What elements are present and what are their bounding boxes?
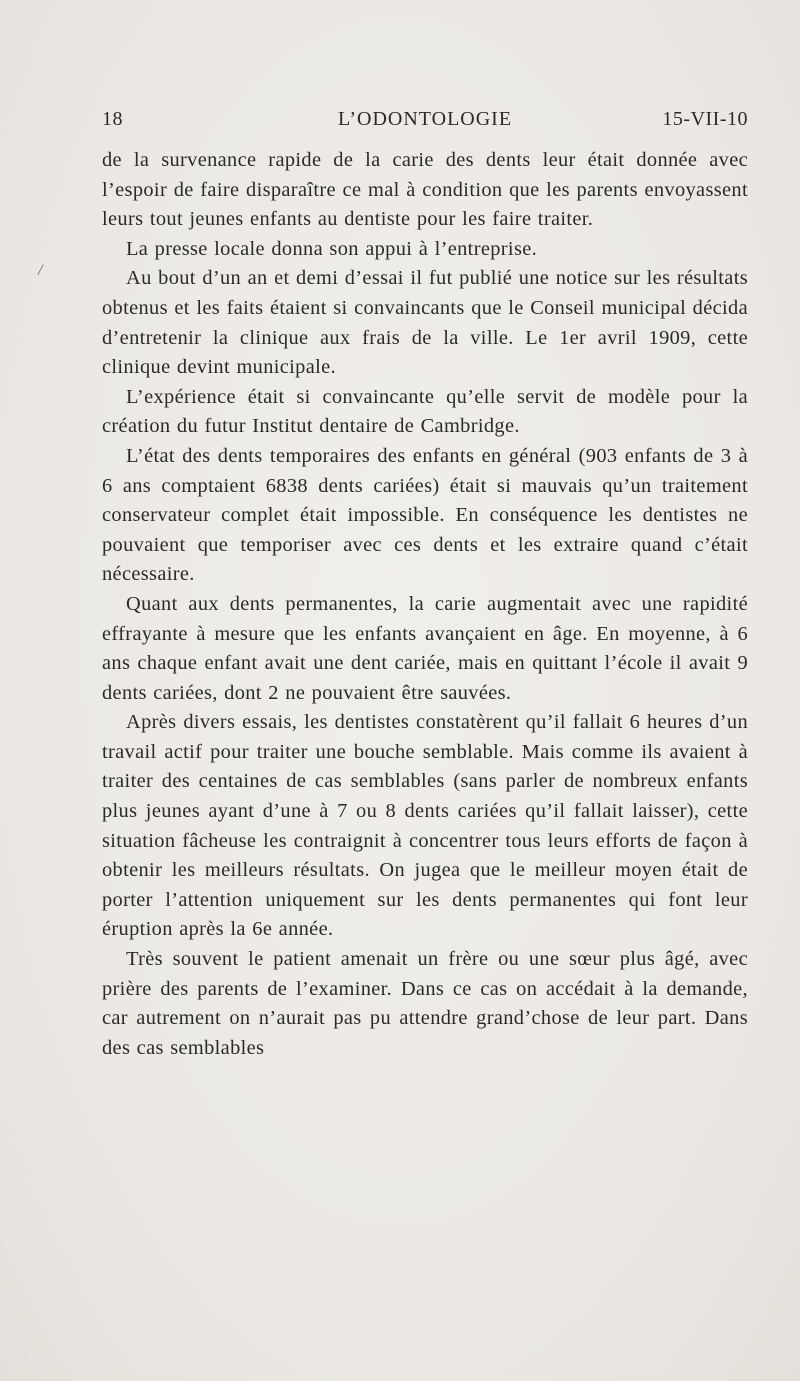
- paragraph: Au bout d’un an et demi d’essai il fut publié une notice sur les résultats obtenus et les faits étaient si convaincants que le Conseil municipal décida d’entretenir la clinique aux frais de la ville. Le 1er avril 1909, cette clinique devint municipale.: [102, 267, 748, 379]
- paragraph: Très souvent le patient amenait un frère ou une sœur plus âgé, avec prière des parents de l’examiner. Dans ce cas on accédait à la demande, car autrement on n’aurait pas pu attendre grand’chose de leur part. Dans des cas semblables: [102, 948, 748, 1059]
- paragraph: de la survenance rapide de la carie des dents leur était donnée avec l’espoir de faire disparaître ce mal à condition que les parents envoyassent leurs tout jeunes enfants au dentiste pour les faire traiter.: [102, 149, 748, 231]
- page-number: 18: [102, 108, 123, 130]
- running-header: [102, 108, 748, 138]
- paragraph: Après divers essais, les dentistes constatèrent qu’il fallait 6 heures d’un travail actif pour traiter une bouche semblable. Mais comme ils avaient à traiter des centaines de cas semblables (sans parler de nombreux enfants plus jeunes ayant d’une à 7 ou 8 dents cariées qu’il fallait laisser), cette situation fâcheuse les contraignit à concentrer tous leurs efforts de façon à obtenir les meilleurs résultats. On jugea que le meilleur moyen était de porter l’attention uniquement sur les dents permanentes qui font leur éruption après la 6e année.: [102, 711, 748, 941]
- margin-pencil-mark: /: [38, 262, 43, 279]
- paragraph: L’expérience était si convaincante qu’elle servit de modèle pour la création du futur Institut dentaire de Cambridge.: [102, 385, 748, 438]
- body-text: [102, 146, 748, 1063]
- issue-date: 15-VII-10: [662, 108, 748, 130]
- paragraph: L’état des dents temporaires des enfants en général (903 enfants de 3 à 6 ans comptaient 6838 dents cariées) était si mauvais qu’un traitement conservateur complet était impossible. En conséquence les dentistes ne pouvaient que temporiser avec ces dents et les extraire quand c’était nécessaire.: [102, 444, 748, 586]
- paragraph: Quant aux dents permanentes, la carie augmentait avec une rapidité effrayante à mesure que les enfants avançaient en âge. En moyenne, à 6 ans chaque enfant avait une dent cariée, mais en quittant l’école il avait 9 dents cariées, dont 2 ne pouvaient être sauvées.: [102, 592, 748, 704]
- paragraph: La presse locale donna son appui à l’entreprise.: [126, 237, 538, 260]
- journal-title: L’ODONTOLOGIE: [337, 108, 513, 130]
